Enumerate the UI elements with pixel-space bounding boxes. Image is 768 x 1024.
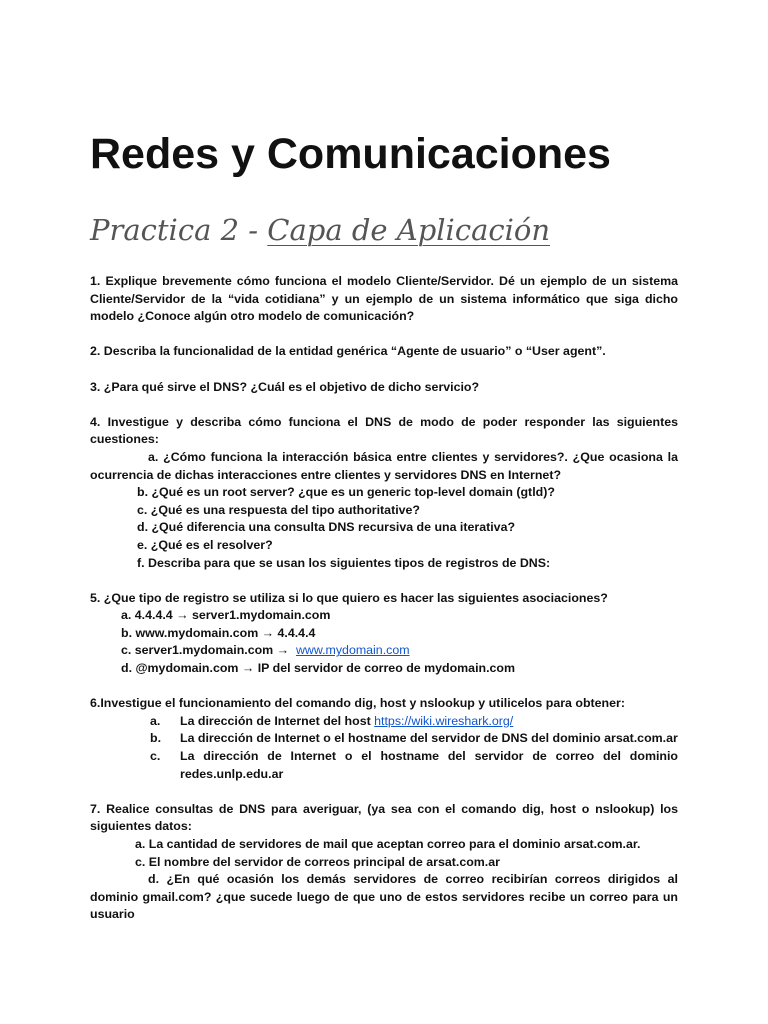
page-subtitle — [90, 210, 550, 250]
arrow-icon: → — [276, 643, 290, 658]
question-3 — [90, 379, 678, 397]
page-title: Redes y Comunicaciones — [90, 130, 611, 178]
question-4-item-d: d. ¿Qué diferencia una consulta DNS recursiva de una iterativa? — [137, 520, 516, 535]
question-5-text: ¿Que tipo de registro se utiliza si lo que quiero es hacer las siguientes asociaciones? — [103, 590, 608, 605]
question-5-item-d: d. @mydomain.com → IP del servidor de correo de mydomain.com — [121, 661, 516, 676]
question-6-item-c-text: La dirección de Internet o el hostname del servidor de correo del dominio redes.unlp.edu.ar — [180, 749, 678, 781]
question-5-item-a: a. 4.4.4.4 → server1.mydomain.com — [121, 608, 331, 623]
question-7-number: 7. — [90, 801, 101, 816]
question-7-item-a: a. La cantidad de servidores de mail que aceptan correo para el dominio arsat.com.ar. — [135, 837, 641, 851]
question-5-item-c-text: c. server1.mydomain.com — [121, 643, 277, 658]
question-2 — [90, 343, 678, 361]
question-3-number: 3. — [90, 379, 101, 394]
question-2-number: 2. — [90, 344, 101, 359]
question-4-text: Investigue y describa cómo funciona el DNS de modo de poder responder las siguientes cuestiones: — [90, 414, 678, 447]
question-4-item-a: a. ¿Cómo funciona la interacción básica entre clientes y servidores?. ¿Que ocasiona la ocurrencia de dichas interacciones entre clientes y servidores DNS en Internet? — [90, 449, 678, 482]
question-7-text: Realice consultas de DNS para averiguar, (ya sea con el comando dig, host o nslookup) los siguientes datos: — [90, 801, 678, 834]
question-5-item-b: b. www.mydomain.com → 4.4.4.4 — [121, 625, 316, 640]
question-6-item-c-marker: c. — [150, 749, 161, 764]
question-1-number: 1. — [90, 274, 101, 288]
wireshark-link[interactable]: https://wiki.wireshark.org/ — [374, 713, 514, 728]
question-7-item-d: d. ¿En qué ocasión los demás servidores de correo recibirían correos dirigidos al dominio gmail.com? ¿que sucede luego de que uno de estos servidores recibe un correo para un usuario — [90, 872, 678, 922]
question-5-number: 5. — [90, 590, 101, 605]
question-7-item-c: c. El nombre del servidor de correos principal de arsat.com.ar — [135, 854, 500, 869]
question-1-text: Explique brevemente cómo funciona el modelo Cliente/Servidor. Dé un ejemplo de un sistema Cliente/Servidor de la “vida cotidiana” y un ejemplo de un sistema informático que siga dicho modelo ¿Conoce algún otro modelo de comunicación? — [90, 274, 678, 324]
question-2-text: Describa la funcionalidad de la entidad genérica “Agente de usuario” o “User agent”. — [103, 344, 606, 359]
question-4-item-c: c. ¿Qué es una respuesta del tipo authoritative? — [137, 502, 420, 517]
subtitle-prefix: Practica 2 - — [90, 213, 268, 247]
question-6-item-b — [90, 730, 678, 748]
question-6-item-c — [90, 748, 678, 783]
question-5 — [90, 590, 678, 608]
question-6: 6.Investigue el funcionamiento del comando dig, host y nslookup y utilicelos para obtener: — [90, 696, 625, 711]
question-4-item-f: f. Describa para que se usan los siguientes tipos de registros de DNS: — [137, 555, 551, 570]
question-4-item-e: e. ¿Qué es el resolver? — [137, 537, 273, 552]
question-6-item-a — [90, 713, 678, 731]
question-6-item-a-label: La dirección de Internet del host — [180, 713, 375, 728]
question-7 — [90, 801, 678, 836]
question-6-item-a-marker: a. — [150, 713, 161, 728]
question-4-number: 4. — [90, 414, 101, 429]
question-1 — [90, 273, 678, 326]
question-6-item-b-marker: b. — [150, 731, 162, 746]
exercise-list — [90, 273, 678, 924]
subtitle-underlined: Capa de Aplicación — [267, 213, 551, 247]
question-6-item-a-text — [180, 713, 678, 731]
question-4-item-b: b. ¿Qué es un root server? ¿que es un generic top-level domain (gtld)? — [137, 485, 555, 500]
question-4 — [90, 414, 678, 449]
mydomain-link[interactable]: www.mydomain.com — [295, 643, 410, 658]
question-6-item-b-text: La dirección de Internet o el hostname del servidor de DNS del dominio arsat.com.ar — [180, 731, 678, 746]
question-5-item-c — [90, 642, 678, 660]
question-3-text: ¿Para qué sirve el DNS? ¿Cuál es el objetivo de dicho servicio? — [103, 379, 480, 394]
